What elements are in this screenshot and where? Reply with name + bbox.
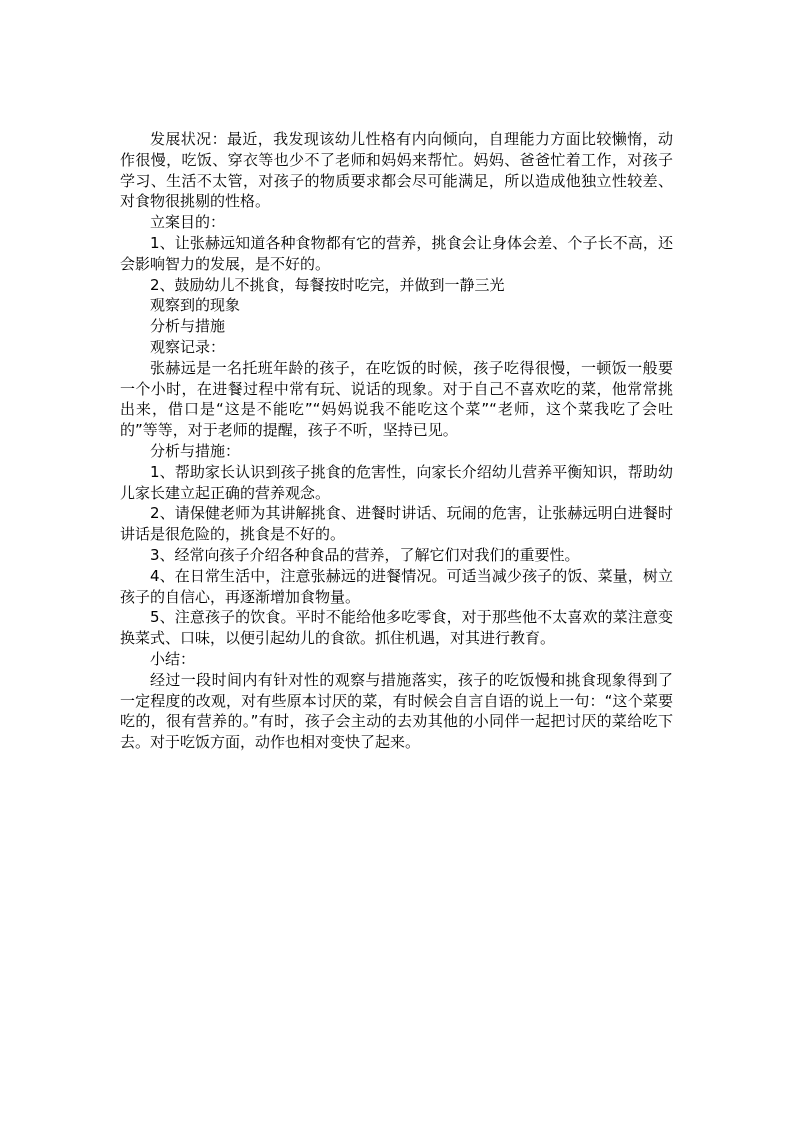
paragraph-measure-5: 5、注意孩子的饮食。平时不能给他多吃零食，对于那些他不太喜欢的菜注意变换菜式、口味，以便引起幼儿的食欲。抓住机遇，对其进行教育。 xyxy=(120,608,673,648)
paragraph-measure-1: 1、帮助家长认识到孩子挑食的危害性，向家长介绍幼儿营养平衡知识，帮助幼儿家长建立起正确的营养观念。 xyxy=(120,462,673,502)
heading-summary: 小结： xyxy=(150,649,196,668)
paragraph-purpose-1: 1、让张赫远知道各种食物都有它的营养，挑食会让身体会差、个子长不高，还会影响智力的发展，是不好的。 xyxy=(120,233,673,273)
heading-analysis-measures: 分析与措施 xyxy=(150,317,226,336)
paragraph-measure-2: 2、请保健老师为其讲解挑食、进餐时讲话、玩闹的危害，让张赫远明白进餐时讲话是很危险的，挑食是不好的。 xyxy=(120,504,673,544)
document-body xyxy=(120,129,673,753)
paragraph-development-status: 发展状况：最近，我发现该幼儿性格有内向倾向，自理能力方面比较懒惰，动作很慢，吃饭、穿衣等也少不了老师和妈妈来帮忙。妈妈、爸爸忙着工作，对孩子学习、生活不太管，对孩子的物质要求都会尽可能满足，所以造成他独立性较差、对食物很挑剔的性格。 xyxy=(120,130,673,211)
paragraph-summary: 经过一段时间内有针对性的观察与措施落实，孩子的吃饭慢和挑食现象得到了一定程度的改观，对有些原本讨厌的菜，有时候会自言自语的说上一句：“这个菜要吃的，很有营养的。”有时，孩子会主动的去劝其他的小同伴一起把讨厌的菜给吃下去。对于吃饭方面，动作也相对变快了起来。 xyxy=(120,670,673,752)
heading-analysis-measures-2: 分析与措施： xyxy=(150,441,241,460)
heading-observed-phenomenon: 观察到的现象 xyxy=(150,296,241,315)
heading-case-purpose: 立案目的： xyxy=(150,213,226,232)
paragraph-measure-3: 3、经常向孩子介绍各种食品的营养，了解它们对我们的重要性。 xyxy=(150,545,580,564)
heading-observation-record: 观察记录： xyxy=(150,337,226,356)
paragraph-observation-record: 张赫远是一名托班年龄的孩子，在吃饭的时候，孩子吃得很慢，一顿饭一般要一个小时，在进餐过程中常有玩、说话的现象。对于自己不喜欢吃的菜，他常常挑出来，借口是“这是不能吃”“妈妈说我不能吃这个菜”“老师，这个菜我吃了会吐的”等等，对于老师的提醒，孩子不听，坚持已见。 xyxy=(120,358,673,440)
paragraph-measure-4: 4、在日常生活中，注意张赫远的进餐情况。可适当减少孩子的饭、菜量，树立孩子的自信心，再逐渐增加食物量。 xyxy=(120,566,673,606)
paragraph-purpose-2: 2、鼓励幼儿不挑食，每餐按时吃完，并做到一静三光 xyxy=(150,275,505,294)
